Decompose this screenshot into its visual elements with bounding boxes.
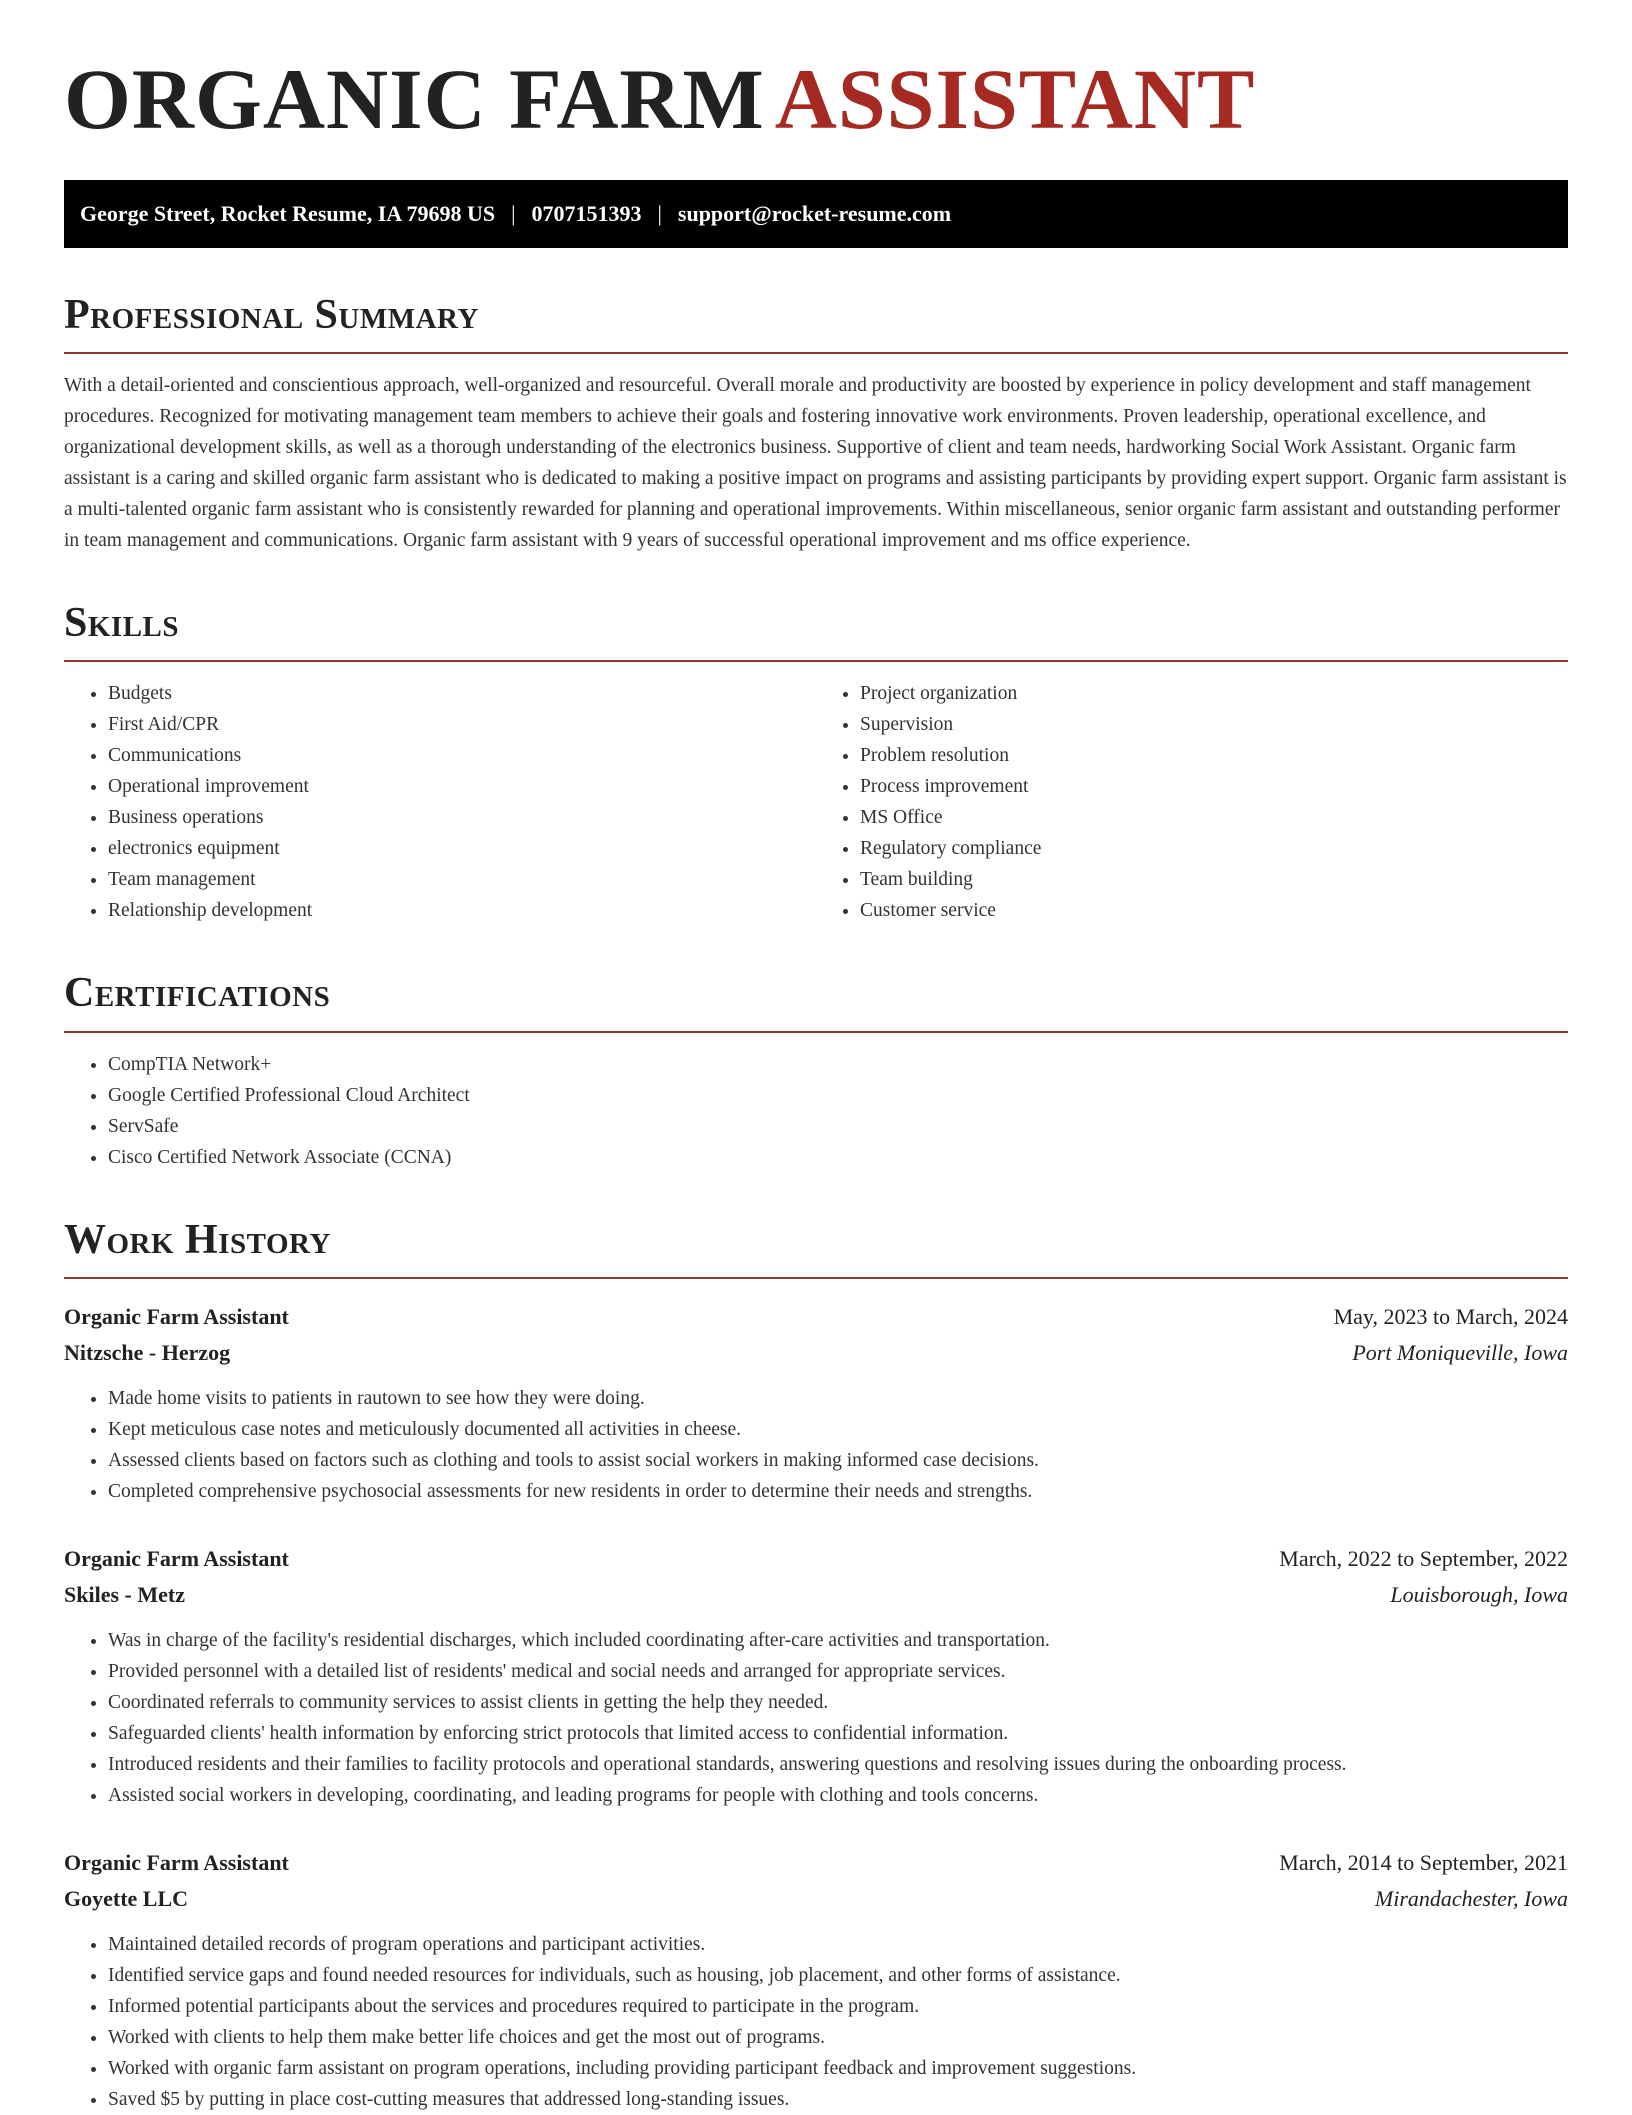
skill-item: • Regulatory compliance [860, 833, 1568, 864]
summary-section [64, 292, 1568, 556]
skill-item: • Problem resolution [860, 740, 1568, 771]
skill-item: • Project organization [860, 678, 1568, 709]
job-duty: • Identified service gaps and found needed resources for individuals, such as housing, job placement, and other forms of assistance. [108, 1960, 1568, 1991]
contact-separator: | [511, 201, 516, 226]
job-company: Skiles - Metz [64, 1581, 185, 1607]
summary-text: With a detail-oriented and conscientious approach, well-organized and resourceful. Overall morale and productivity are boosted by experience in policy development and staff management procedures. Recognized for motivating management team members to achieve their goals and fostering innovative work environments. Proven leadership, operational excellence, and organizational development skills, as well as a thorough understanding of the electronics business. Supportive of client and team needs, hardworking Social Work Assistant. Organic farm assistant is a caring and skilled organic farm assistant who is dedicated to making a positive impact on programs and assisting participants by providing expert support. Organic farm assistant is a multi-talented organic farm assistant who is consistently rewarded for planning and operational improvements. Within miscellaneous, senior organic farm assistant and outstanding performer in team management and communications. Organic farm assistant with 9 years of successful operational improvement and ms office experience. [64, 375, 1567, 552]
certifications-section [64, 970, 1568, 1172]
contact-bar [64, 180, 1568, 248]
skills-section [64, 600, 1568, 926]
job-duties-list [64, 1929, 1568, 2115]
job-entry [64, 1299, 1568, 1507]
skill-item: • Customer service [860, 895, 1568, 926]
job-duty: • Safeguarded clients' health information by enforcing strict protocols that limited access to confidential information. [108, 1718, 1568, 1749]
job-duty: • Worked with organic farm assistant on program operations, including providing participant feedback and improvement suggestions. [108, 2053, 1568, 2084]
skill-item: • Business operations [108, 802, 816, 833]
job-duty: • Made home visits to patients in rautown to see how they were doing. [108, 1383, 1568, 1414]
certifications-title: Certifications [64, 970, 331, 1017]
job-duty: • Kept meticulous case notes and meticulously documented all activities in cheese. [108, 1414, 1568, 1445]
skills-list-right [816, 678, 1568, 926]
name-first: ORGANIC FARM [64, 51, 765, 147]
job-title: Organic Farm Assistant [64, 1545, 289, 1571]
work-history-section [64, 1217, 1568, 2115]
job-company: Nitzsche - Herzog [64, 1339, 231, 1365]
job-dates: March, 2022 to September, 2022 [1279, 1545, 1568, 1571]
job-header-row [64, 1541, 1568, 1577]
skill-item: • Team building [860, 864, 1568, 895]
job-location: Louisborough, Iowa [1390, 1581, 1568, 1607]
job-dates: May, 2023 to March, 2024 [1333, 1303, 1568, 1329]
work-history-title: Work History [64, 1216, 331, 1263]
contact-phone: 0707151393 [531, 201, 642, 226]
section-divider [64, 352, 1568, 354]
skill-item: • Budgets [108, 678, 816, 709]
job-entry [64, 1541, 1568, 1811]
job-header-row [64, 1845, 1568, 1881]
certification-item: • Cisco Certified Network Associate (CCNA) [108, 1142, 1568, 1173]
job-duty: • Saved $5 by putting in place cost-cutting measures that addressed long-standing issues. [108, 2084, 1568, 2115]
contact-address: George Street, Rocket Resume, IA 79698 US [80, 201, 496, 226]
certification-item: • CompTIA Network+ [108, 1049, 1568, 1080]
contact-separator: | [657, 201, 662, 226]
job-dates: March, 2014 to September, 2021 [1279, 1849, 1568, 1875]
skills-grid [64, 662, 1568, 926]
job-duty: • Maintained detailed records of program operations and participant activities. [108, 1929, 1568, 1960]
job-company-row [64, 1335, 1568, 1371]
job-duties-list [64, 1383, 1568, 1507]
skill-item: • Supervision [860, 709, 1568, 740]
certification-item: • ServSafe [108, 1111, 1568, 1142]
job-duty: • Assisted social workers in developing, coordinating, and leading programs for people with clothing and tools concerns. [108, 1780, 1568, 1811]
job-duty: • Worked with clients to help them make better life choices and get the most out of programs. [108, 2022, 1568, 2053]
skill-item: • MS Office [860, 802, 1568, 833]
skill-item: • First Aid/CPR [108, 709, 816, 740]
certifications-list [64, 1049, 1568, 1173]
job-duty: • Was in charge of the facility's residential discharges, which included coordinating after-care activities and transportation. [108, 1625, 1568, 1656]
skill-item: • Operational improvement [108, 771, 816, 802]
skill-item: • electronics equipment [108, 833, 816, 864]
job-company: Goyette LLC [64, 1885, 189, 1911]
job-company-row [64, 1881, 1568, 1917]
job-title: Organic Farm Assistant [64, 1849, 289, 1875]
skills-list-left [64, 678, 816, 926]
skill-item: • Team management [108, 864, 816, 895]
skill-item: • Relationship development [108, 895, 816, 926]
job-duty: • Completed comprehensive psychosocial assessments for new residents in order to determine their needs and strengths. [108, 1476, 1568, 1507]
name-last: ASSISTANT [774, 51, 1256, 147]
resume-name-heading [64, 51, 1568, 147]
contact-email: support@rocket-resume.com [677, 201, 952, 226]
job-title: Organic Farm Assistant [64, 1303, 289, 1329]
summary-title: Professional Summary [64, 292, 479, 338]
job-location: Mirandachester, Iowa [1374, 1885, 1568, 1911]
skill-item: • Process improvement [860, 771, 1568, 802]
job-location: Port Moniqueville, Iowa [1352, 1339, 1568, 1365]
job-header-row [64, 1299, 1568, 1335]
section-divider [64, 1277, 1568, 1279]
certification-item: • Google Certified Professional Cloud Architect [108, 1080, 1568, 1111]
job-duties-list [64, 1625, 1568, 1811]
job-duty: • Assessed clients based on factors such as clothing and tools to assist social workers in making informed case decisions. [108, 1445, 1568, 1476]
job-entry [64, 1845, 1568, 2115]
job-duty: • Informed potential participants about the services and procedures required to participate in the program. [108, 1991, 1568, 2022]
job-duty: • Coordinated referrals to community services to assist clients in getting the help they needed. [108, 1687, 1568, 1718]
skill-item: • Communications [108, 740, 816, 771]
job-company-row [64, 1577, 1568, 1613]
job-duty: • Provided personnel with a detailed list of residents' medical and social needs and arranged for appropriate services. [108, 1656, 1568, 1687]
skills-title: Skills [64, 600, 180, 647]
section-divider [64, 1031, 1568, 1033]
job-duty: • Introduced residents and their families to facility protocols and operational standards, answering questions and resolving issues during the onboarding process. [108, 1749, 1568, 1780]
